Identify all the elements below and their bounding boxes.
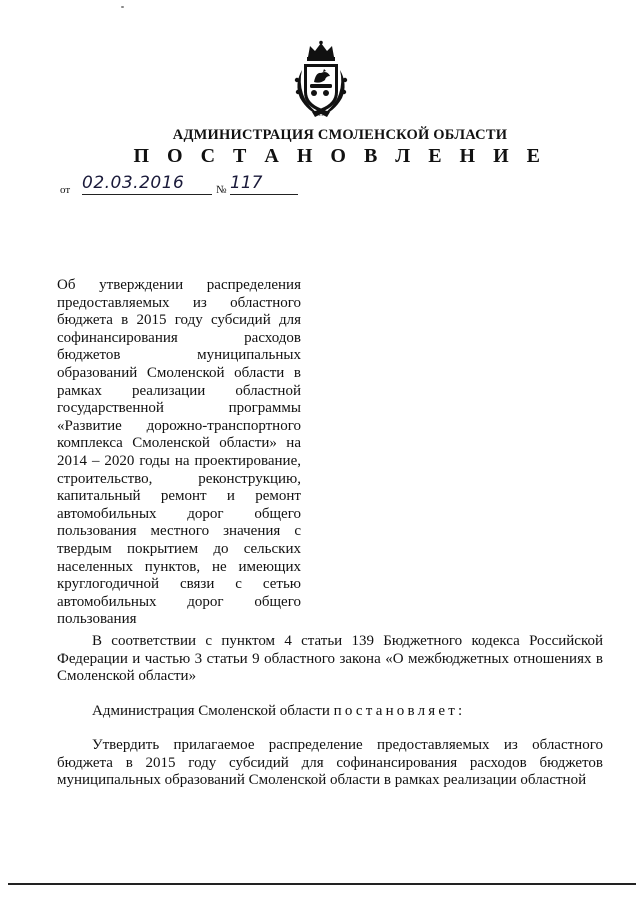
smolensk-coat-of-arms-icon	[290, 40, 352, 118]
resolution-verb: постановляет:	[333, 703, 466, 719]
registration-line	[60, 170, 300, 198]
page-bottom-border	[8, 883, 636, 885]
approval-paragraph: Утвердить прилагаемое распределение предоставляемых из областного бюджета в 2015 году субсидий для софинансирования расходов бюджетов муниципальных образований Смоленской области в рамках реализации областной	[57, 737, 603, 789]
document-type-title: П О С Т А Н О В Л Е Н И Е	[133, 145, 547, 167]
organization-name: АДМИНИСТРАЦИЯ СМОЛЕНСКОЙ ОБЛАСТИ	[172, 127, 508, 143]
document-date: 02.03.2016	[82, 172, 212, 195]
document-number: 117	[230, 172, 298, 195]
resolution-lead-text: Администрация Смоленской области	[92, 703, 334, 719]
document-subject: Об утверждении распределения предоставляемых из областного бюджета в 2015 году субсидий для софинансирования расходов бюджетов муниципальных образований Смоленской области в рамках реализации областной государственной программы «Развитие дорожно-транспортного комплекса Смоленской области» на 2014 – 2020 годы на проектирование, строительство, реконструкцию, капитальный ремонт и ремонт автомобильных дорог общего пользования местного значения с твердым покрытием до сельских населенных пунктов, не имеющих круглогодичной связи с сетью автомобильных дорог общего пользования	[57, 277, 301, 628]
scan-speck	[121, 6, 124, 8]
number-label: №	[216, 184, 227, 196]
resolution-paragraph	[57, 703, 603, 721]
preamble-paragraph: В соответствии с пунктом 4 статьи 139 Бюджетного кодекса Российской Федерации и частью 3 статьи 9 областного закона «О межбюджетных отношениях в Смоленской области»	[57, 633, 603, 685]
date-label: от	[60, 184, 71, 196]
